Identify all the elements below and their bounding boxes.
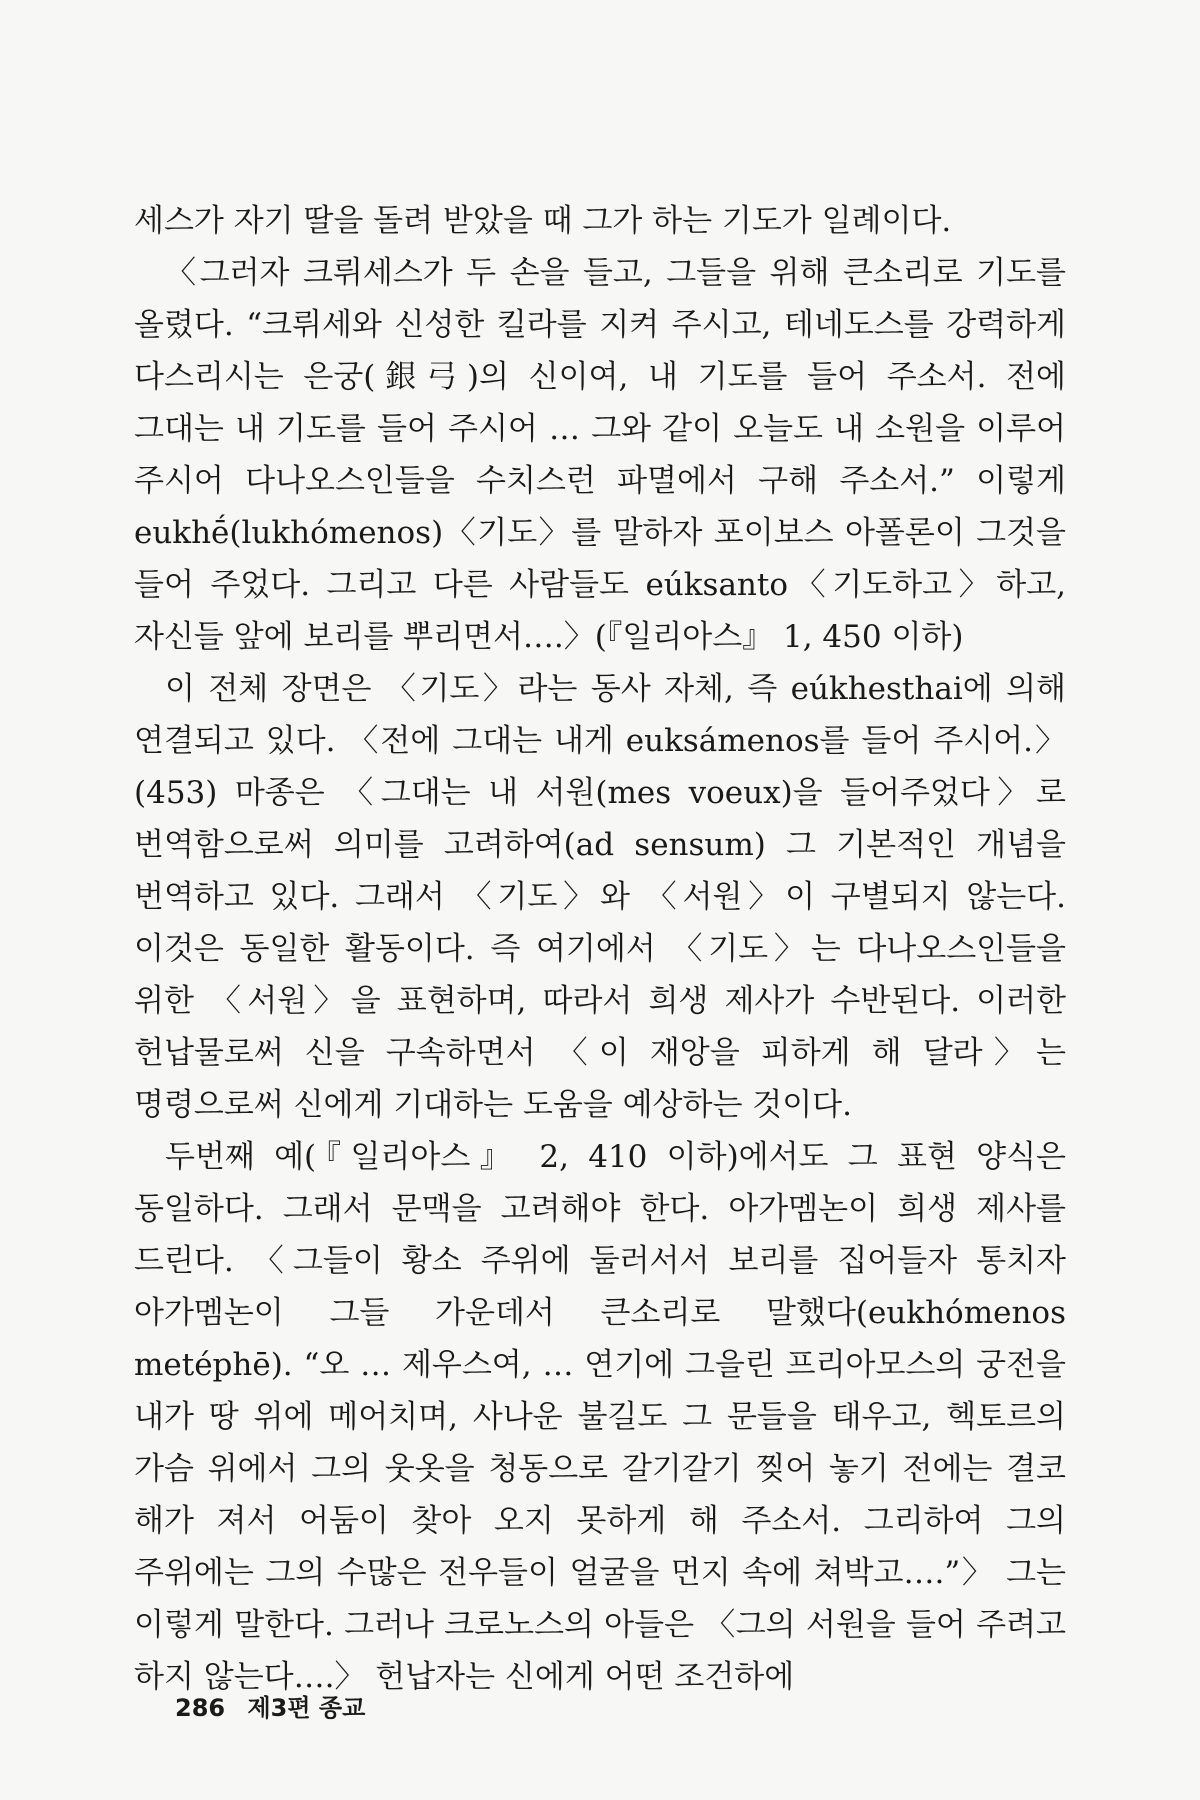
section-title: 제3편 종교 [247,1694,366,1722]
page-body [134,195,1066,1703]
page-footer [175,1688,365,1723]
paragraph-quotation-iliad-1: 〈그러자 크뤼세스가 두 손을 들고, 그들을 위해 큰소리로 기도를 올렸다. “크뤼세와 신성한 킬라를 지켜 주시고, 테네도스를 강력하게 다스리시는 은궁(銀弓)의 신이여, 내 기도를 들어 주소서. 전에 그대는 내 기도를 들어 주시어 … 그와 같이 오늘도 내 소원을 이루어 주시어 다나오스인들을 수치스런 파멸에서 구해 주소서.” 이렇게 eukhḗ(lukhómenos)〈기도〉를 말하자 포이보스 아폴론이 그것을 들어 주었다. 그리고 다른 사람들도 eúksanto〈기도하고〉하고, 자신들 앞에 보리를 뿌리면서….〉(『일리아스』 1, 450 이하) [134,255,1066,655]
page-number: 286 [175,1694,226,1722]
paragraph-prayer-analysis: 이 전체 장면은 〈기도〉라는 동사 자체, 즉 eúkhesthai에 의해 연결되고 있다. 〈전에 그대는 내게 euksámenos를 들어 주시어.〉(453) 마종은 〈그대는 내 서원(mes voeux)을 들어주었다〉로 번역함으로써 의미를 고려하여(ad sensum) 그 기본적인 개념을 번역하고 있다. 그래서 〈기도〉와 〈서원〉이 구별되지 않는다. 이것은 동일한 활동이다. 즉 여기에서 〈기도〉는 다나오스인들을 위한 〈서원〉을 표현하며, 따라서 희생 제사가 수반된다. 이러한 헌납물로써 신을 구속하면서 〈이 재앙을 피하게 해 달라〉는 명령으로써 신에게 기대하는 도움을 예상하는 것이다. [134,671,1066,1123]
paragraph-second-example: 두번째 예(『일리아스』 2, 410 이하)에서도 그 표현 양식은 동일하다. 그래서 문맥을 고려해야 한다. 아가멤논이 희생 제사를 드린다. 〈그들이 황소 주위에 둘러서서 보리를 집어들자 통치자 아가멤논이 그들 가운데서 큰소리로 말했다(eukhómenos metéphē). “오 … 제우스여, … 연기에 그을린 프리아모스의 궁전을 내가 땅 위에 메어치며, 사나운 불길도 그 문들을 태우고, 헥토르의 가슴 위에서 그의 웃옷을 청동으로 갈기갈기 찢어 놓기 전에는 결코 해가 져서 어둠이 찾아 오지 못하게 해 주소서. 그리하여 그의 주위에는 그의 수많은 전우들이 얼굴을 먼지 속에 쳐박고….”〉 그는 이렇게 말한다. 그러나 크로노스의 아들은 〈그의 서원을 들어 주려고 하지 않는다….〉 헌납자는 신에게 어떤 조건하에 [134,1139,1066,1695]
paragraph-continuation: 세스가 자기 딸을 돌려 받았을 때 그가 하는 기도가 일례이다. [134,203,952,239]
